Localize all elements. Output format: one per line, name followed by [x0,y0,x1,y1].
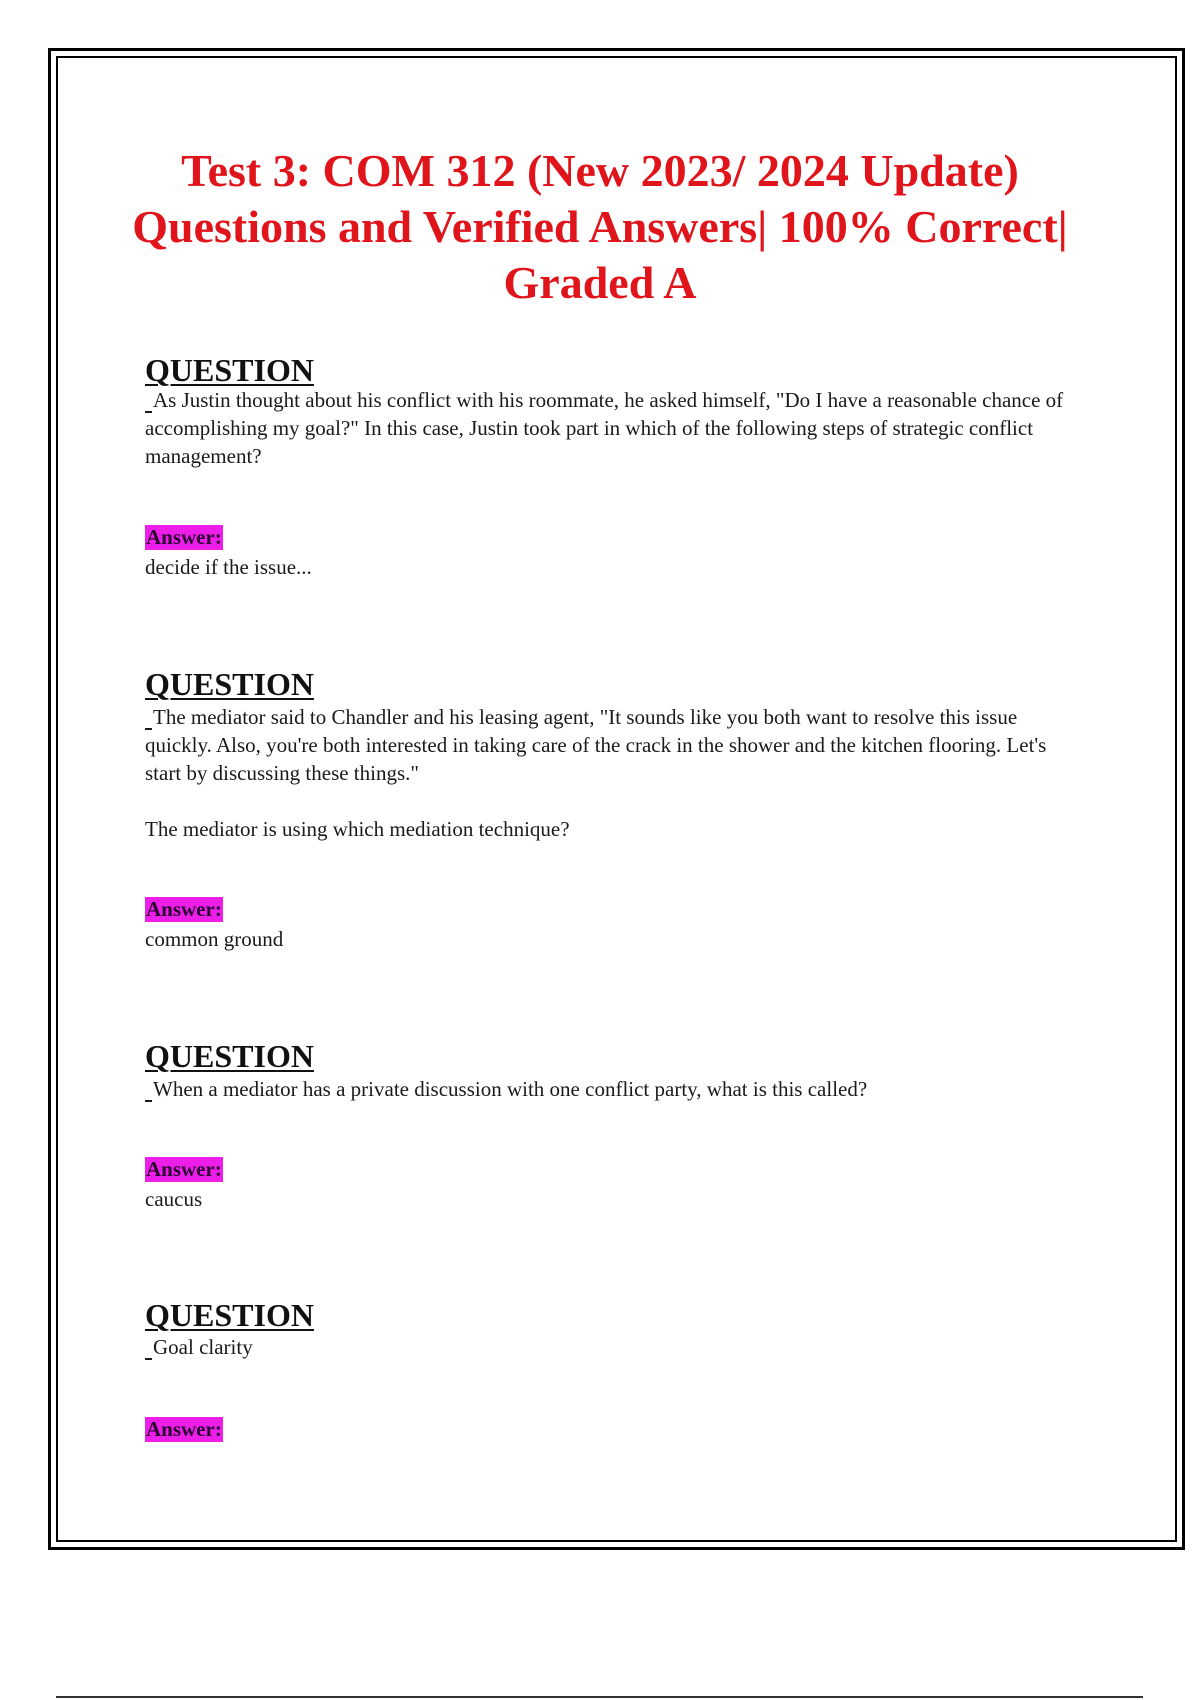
question-text-2: The mediator said to Chandler and his leasing agent, "It sounds like you both want to resolve this issue quickly. Also, you're both interested in taking care of the crack in the shower and the kitchen flooring. Let's start by discussing these things." The mediator is using which mediation technique? [145,703,1085,843]
question-heading-3: QUESTION [145,1038,314,1074]
answer-label-2: Answer: [146,897,222,921]
question-text-3: When a mediator has a private discussion with one conflict party, what is this called? [145,1075,1085,1103]
answer-label-1: Answer: [146,525,222,549]
footer-rule [56,1696,1143,1698]
answer-text-3: caucus [145,1187,203,1211]
question-heading-1: QUESTION [145,352,314,388]
answer-label-4: Answer: [146,1417,222,1441]
question-text-4: Goal clarity [145,1333,1085,1361]
answer-text-2: common ground [145,927,284,951]
document-title: Test 3: COM 312 (New 2023/ 2024 Update) Questions and Verified Answers| 100% Correct| Graded A [132,145,1068,308]
question-heading-4: QUESTION [145,1297,314,1333]
answer-text-1: decide if the issue... [145,555,312,579]
answer-label-3: Answer: [146,1157,222,1181]
question-text-1: As Justin thought about his conflict with his roommate, he asked himself, "Do I have a reasonable chance of accomplishing my goal?" In this case, Justin took part in which of the following steps of strategic conflict management? [145,386,1085,470]
question-heading-2: QUESTION [145,666,314,702]
